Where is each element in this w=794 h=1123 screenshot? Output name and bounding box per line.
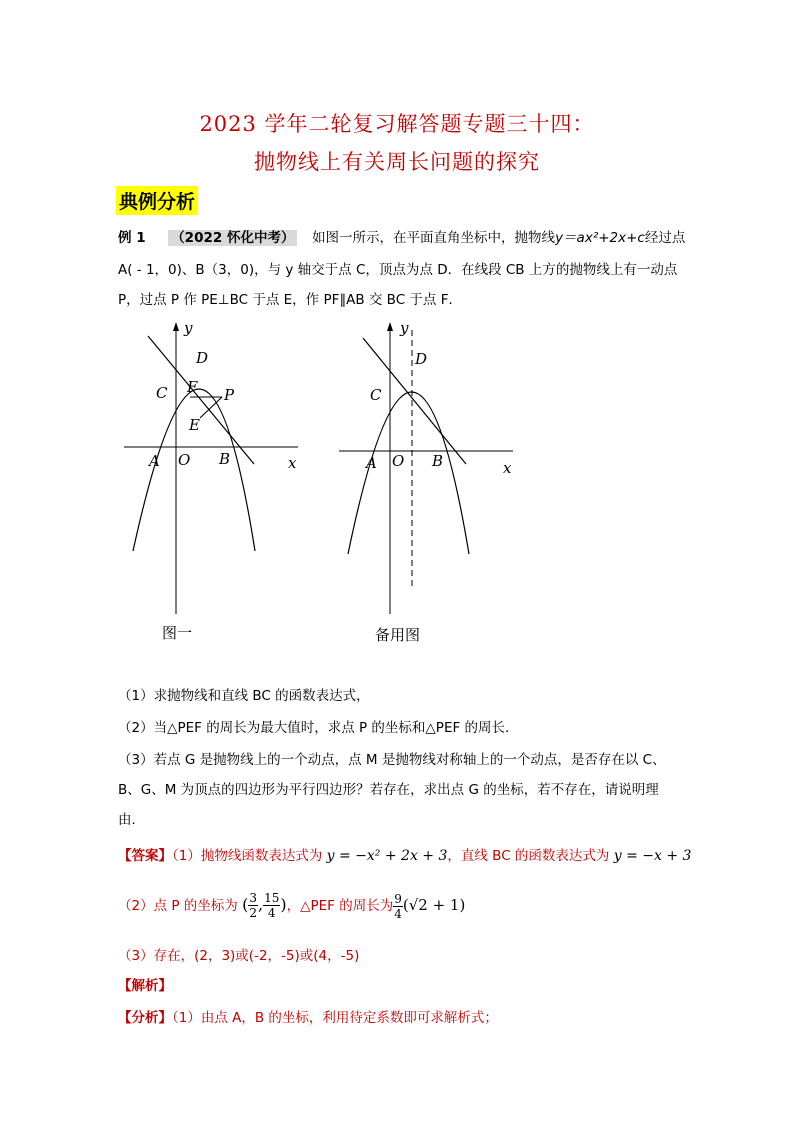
answer-2-point <box>242 891 287 920</box>
fig1-label-d: D <box>196 349 209 367</box>
fig1-parabola <box>133 389 255 551</box>
answer-2-perimeter-fraction <box>393 892 403 921</box>
answer-2 <box>118 888 465 923</box>
answer-1 <box>118 846 691 866</box>
problem-line-1 <box>118 228 685 248</box>
fig1-label-a: A <box>149 452 160 470</box>
answer-1-text: （1）抛物线函数表达式为 <box>172 848 323 864</box>
question-2: （2）当△PEF 的周长为最大值时，求点 P 的坐标和△PEF 的周长． <box>118 720 519 736</box>
question-1: （1）求抛物线和直线 BC 的函数表达式， <box>118 688 370 704</box>
answer-2-perimeter-numerator: 9 <box>394 891 402 906</box>
figure-2 <box>333 316 523 616</box>
answer-1-formula-line: y = −x + 3 <box>613 848 692 864</box>
answer-2-fraction-y <box>263 891 280 920</box>
fig1-label-p: P <box>224 386 235 404</box>
answer-2-open-paren: ( <box>242 895 249 914</box>
answer-2-comma: , <box>258 895 264 914</box>
answer-2-x-numerator: 3 <box>249 891 257 905</box>
answer-2-perimeter-denominator: 4 <box>394 906 402 921</box>
answer-2-y-denominator: 4 <box>267 906 276 920</box>
answer-2-close-paren: ) <box>280 895 287 914</box>
answer-2-perimeter <box>393 891 466 921</box>
fig2-label-c: C <box>370 386 382 404</box>
problem-label: 例 1 <box>118 230 146 246</box>
answer-1-formula-parabola: y = −x² + 2x + 3 <box>326 848 448 864</box>
answer-2-mid: ，△PEF 的周长为 <box>286 898 394 914</box>
fig1-label-e: E <box>189 416 200 434</box>
answer-2-y-numerator: 15 <box>264 891 280 905</box>
section-label: 典例分析 <box>116 186 198 215</box>
figure-1 <box>118 316 308 616</box>
figure-2-caption: 备用图 <box>375 626 421 644</box>
fig1-y-arrow <box>173 322 179 331</box>
fig1-label-b: B <box>219 450 231 468</box>
problem-formula: y＝ax²+2x+c <box>555 230 645 246</box>
fig2-label-a: A <box>366 454 377 472</box>
problem-line-2: A( - 1，0)、B（3，0)，与 y 轴交于点 C，顶点为点 D．在线段 CB 上方的抛物线上有一动点 <box>118 262 678 278</box>
fig1-label-o: O <box>178 451 191 469</box>
answer-2-text: （2）点 P 的坐标为 <box>118 898 238 914</box>
analysis-step-1 <box>118 1008 498 1028</box>
answer-2-fraction-x <box>248 891 258 920</box>
fig1-label-c: C <box>156 384 168 402</box>
fig2-label-y: y <box>400 319 409 337</box>
analysis-sub-label: 【分析】 <box>118 1010 172 1026</box>
fig2-label-d: D <box>415 350 428 368</box>
fig2-parabola <box>348 392 469 554</box>
fig1-label-f: F <box>187 378 198 396</box>
problem-text-1: 如图一所示，在平面直角坐标中，抛物线 <box>312 230 556 246</box>
answer-3: （3）存在，(2，3)或(-2，-5)或(4，-5) <box>118 948 360 964</box>
fig1-label-x: x <box>288 454 297 472</box>
title-line-1: 2023 学年二轮复习解答题专题三十四： <box>199 112 595 136</box>
analysis-step-1-text: （1）由点 A，B 的坐标，利用待定系数即可求解析式； <box>172 1010 498 1026</box>
question-3-line-3: 由． <box>118 812 145 828</box>
figure-1-caption: 图一 <box>162 624 193 642</box>
question-3-line-2: B、G、M 为顶点的四边形为平行四边形？若存在，求出点 G 的坐标，若不存在，请说明理 <box>118 782 659 798</box>
problem-line-3: P，过点 P 作 PE⊥BC 于点 E，作 PF∥AB 交 BC 于点 F． <box>118 292 462 308</box>
answer-2-perimeter-rest: (√2 + 1) <box>402 896 466 914</box>
fig2-y-arrow <box>387 322 393 331</box>
answer-label: 【答案】 <box>118 848 172 864</box>
analysis-label: 【解析】 <box>118 978 172 994</box>
fig2-label-o: O <box>392 452 405 470</box>
title-line-2: 抛物线上有关周长问题的探究 <box>254 150 540 174</box>
problem-text-1b: 经过点 <box>644 230 686 246</box>
fig2-label-x: x <box>503 459 512 477</box>
fig1-label-y: y <box>184 319 193 337</box>
answer-2-x-denominator: 2 <box>249 906 257 920</box>
fig2-label-b: B <box>432 452 444 470</box>
problem-source-tag: （2022 怀化中考） <box>168 230 297 246</box>
question-3-line-1: （3）若点 G 是抛物线上的一个动点，点 M 是抛物线对称轴上的一个动点，是否存在以 C、 <box>118 752 666 768</box>
answer-1-mid: ，直线 BC 的函数表达式为 <box>447 848 610 864</box>
